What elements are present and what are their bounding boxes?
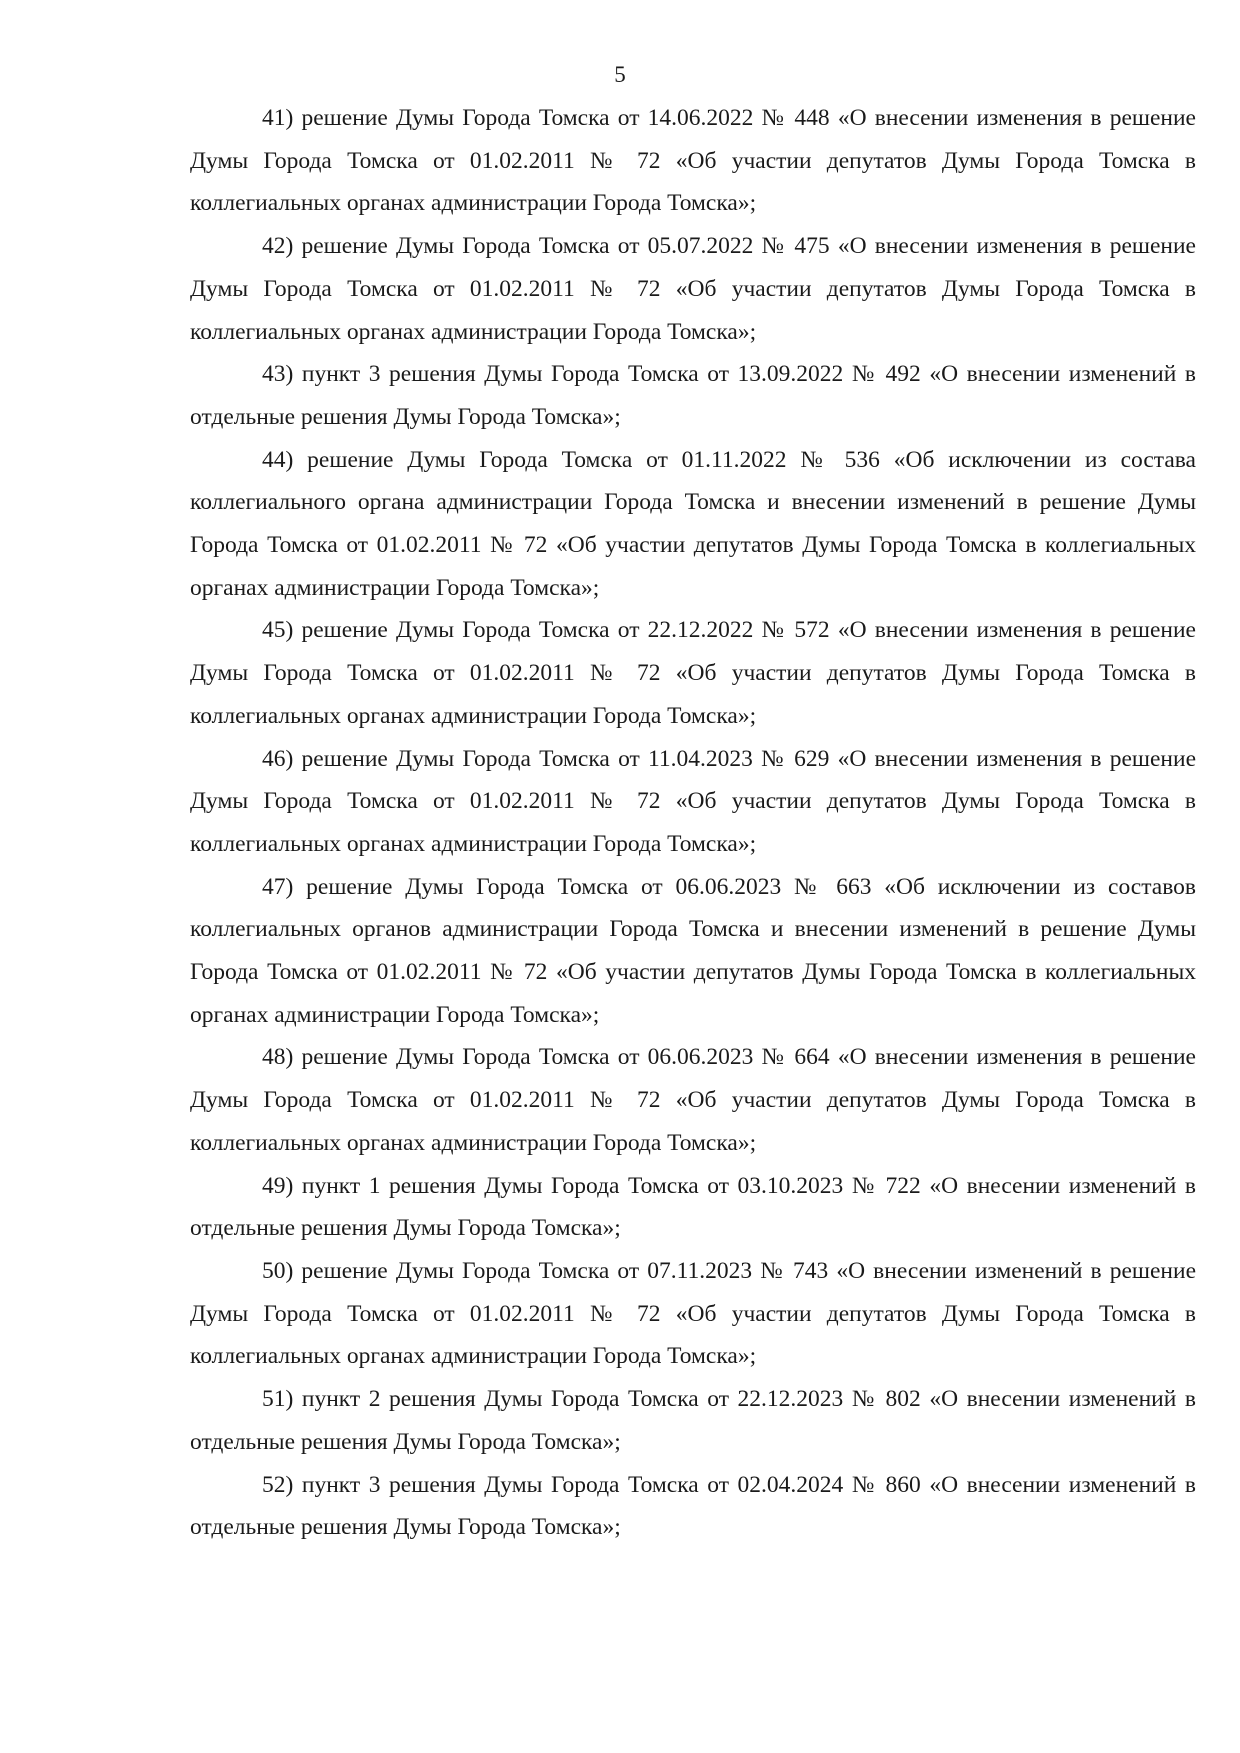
document-body [190,97,1196,1549]
list-item: 48) решение Думы Города Томска от 06.06.2023 № 664 «О внесении изменения в решение Думы Города Томска от 01.02.2011 № 72 «Об участии депутатов Думы Города Томска в коллегиальных органах администрации Города Томска»; [190,1044,1196,1156]
list-item: 44) решение Думы Города Томска от 01.11.2022 № 536 «Об исключении из состава коллегиального органа администрации Города Томска и внесении изменений в решение Думы Города Томска от 01.02.2011 № 72 «Об участии депутатов Думы Города Томска в коллегиальных органах администрации Города Томска»; [190,446,1196,601]
list-item: 43) пункт 3 решения Думы Города Томска от 13.09.2022 № 492 «О внесении изменений в отдельные решения Думы Города Томска»; [190,361,1196,430]
list-item: 49) пункт 1 решения Думы Города Томска от 03.10.2023 № 722 «О внесении изменений в отдельные решения Думы Города Томска»; [190,1172,1196,1242]
list-item: 52) пункт 3 решения Думы Города Томска от 02.04.2024 № 860 «О внесении изменений в отдельные решения Думы Города Томска»; [190,1471,1196,1541]
list-item: 47) решение Думы Города Томска от 06.06.2023 № 663 «Об исключении из составов коллегиальных органов администрации Города Томска и внесении изменений в решение Думы Города Томска от 01.02.2011 № 72 «Об участии депутатов Думы Города Томска в коллегиальных органах администрации Города Томска»; [190,873,1196,1028]
list-item: 46) решение Думы Города Томска от 11.04.2023 № 629 «О внесении изменения в решение Думы Города Томска от 01.02.2011 № 72 «Об участии депутатов Думы Города Томска в коллегиальных органах администрации Города Томска»; [190,745,1196,857]
list-item: 51) пункт 2 решения Думы Города Томска от 22.12.2023 № 802 «О внесении изменений в отдельные решения Думы Города Томска»; [190,1386,1196,1455]
list-item: 42) решение Думы Города Томска от 05.07.2022 № 475 «О внесении изменения в решение Думы Города Томска от 01.02.2011 № 72 «Об участии депутатов Думы Города Томска в коллегиальных органах администрации Города Томска»; [190,233,1196,345]
list-item: 41) решение Думы Города Томска от 14.06.2022 № 448 «О внесении изменения в решение Думы Города Томска от 01.02.2011 № 72 «Об участии депутатов Думы Города Томска в коллегиальных органах администрации Города Томска»; [190,105,1196,217]
list-item: 45) решение Думы Города Томска от 22.12.2022 № 572 «О внесении изменения в решение Думы Города Томска от 01.02.2011 № 72 «Об участии депутатов Думы Города Томска в коллегиальных органах администрации Города Томска»; [190,617,1196,729]
page-number: 5 [614,62,626,87]
list-item: 50) решение Думы Города Томска от 07.11.2023 № 743 «О внесении изменений в решение Думы Города Томска от 01.02.2011 № 72 «Об участии депутатов Думы Города Томска в коллегиальных органах администрации Города Томска»; [190,1257,1196,1370]
